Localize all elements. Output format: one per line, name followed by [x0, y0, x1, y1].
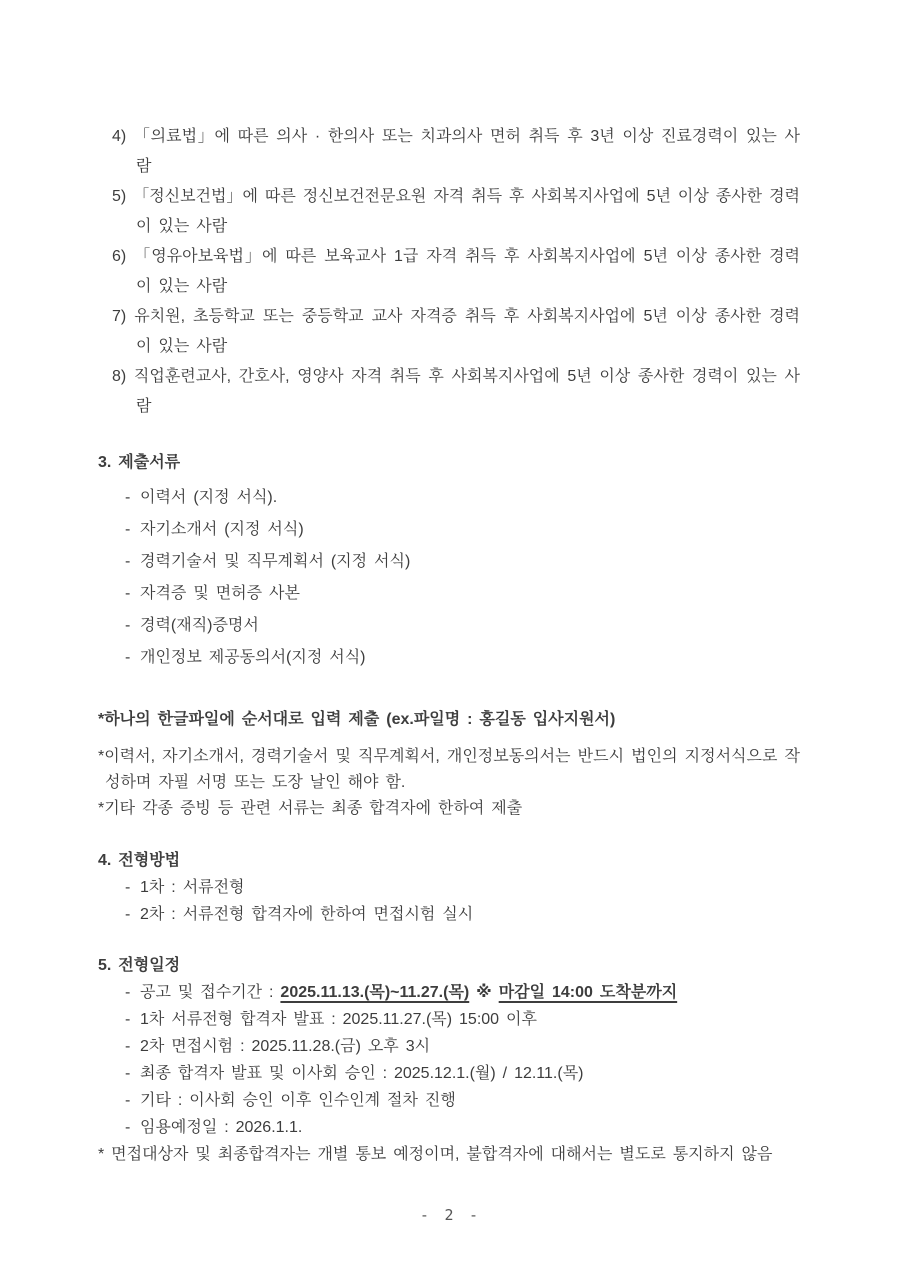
dash-bullet: -	[125, 489, 131, 506]
item-number: 5)	[112, 188, 127, 205]
dash-bullet: -	[125, 879, 131, 896]
note-etc-documents: *기타 각종 증빙 등 관련 서류는 최종 합격자에 한하여 제출	[98, 800, 523, 817]
item-text: 이력서 (지정 서식).	[140, 489, 278, 506]
item-text: 유치원, 초등학교 또는 중등학교 교사 자격증 취득 후 사회복지사업에 5년 이상 종사한 경력이 있는 사람	[134, 308, 800, 355]
item-text: 「영유아보육법」에 따른 보육교사 1급 자격 취득 후 사회복지사업에 5년 이상 종사한 경력이 있는 사람	[134, 248, 800, 295]
announcement-deadline: 마감일 14:00 도착분까지	[498, 984, 678, 1001]
dash-bullet: -	[125, 984, 131, 1001]
qualification-item-5	[112, 182, 800, 242]
list-item	[125, 874, 800, 901]
item-text: 자격증 및 면허증 사본	[140, 585, 300, 602]
section-method	[98, 847, 800, 928]
item-text: 경력(재직)증명서	[140, 617, 259, 634]
item-text: 1차 : 서류전형	[140, 879, 245, 896]
item-number: 6)	[112, 248, 127, 265]
list-item	[125, 578, 800, 610]
schedule-item-appointment	[125, 1114, 800, 1141]
item-text: 자기소개서 (지정 서식)	[140, 521, 304, 538]
section-documents	[98, 447, 800, 674]
announcement-period: 2025.11.13.(목)~11.27.(목)	[280, 984, 470, 1001]
list-item	[125, 610, 800, 642]
list-item	[125, 514, 800, 546]
schedule-item-first-round	[125, 1006, 800, 1033]
list-item	[125, 642, 800, 674]
item-text: 임용예정일 : 2026.1.1.	[140, 1119, 303, 1136]
schedule-item-etc	[125, 1087, 800, 1114]
announcement-separator: ※	[469, 984, 499, 1001]
dash-bullet: -	[125, 617, 131, 634]
item-number: 4)	[112, 128, 127, 145]
qualification-item-7	[112, 302, 800, 362]
schedule-item-announcement	[125, 979, 800, 1006]
section-method-title: 4. 전형방법	[98, 852, 181, 869]
qualification-item-6	[112, 242, 800, 302]
item-text: 최종 합격자 발표 및 이사회 승인 : 2025.12.1.(월) / 12.11.(목)	[140, 1065, 584, 1082]
notes-block	[98, 707, 800, 822]
section-schedule-title: 5. 전형일정	[98, 957, 181, 974]
list-item	[125, 901, 800, 928]
dash-bullet: -	[125, 585, 131, 602]
qualification-item-4	[112, 122, 800, 182]
schedule-item-final	[125, 1060, 800, 1087]
page-number: - 2 -	[419, 1206, 481, 1224]
note-file-format: *하나의 한글파일에 순서대로 입력 제출 (ex.파일명 : 홍길동 입사지원서)	[98, 711, 616, 728]
item-text: 「정신보건법」에 따른 정신보건전문요원 자격 취득 후 사회복지사업에 5년 이상 종사한 경력이 있는 사람	[133, 188, 800, 235]
announcement-prefix: 공고 및 접수기간 :	[140, 984, 281, 1001]
dash-bullet: -	[125, 1038, 131, 1055]
dash-bullet: -	[125, 906, 131, 923]
dash-bullet: -	[125, 521, 131, 538]
item-number: 7)	[112, 308, 127, 325]
note-designated-form: *이력서, 자기소개서, 경력기술서 및 직무계획서, 개인정보동의서는 반드시 법인의 지정서식으로 작성하며 자필 서명 또는 도장 날인 해야 함.	[98, 748, 800, 791]
qualification-list	[112, 122, 800, 422]
document-body	[98, 122, 800, 1168]
list-item	[125, 546, 800, 578]
item-number: 8)	[112, 368, 127, 385]
item-text: 직업훈련교사, 간호사, 영양사 자격 취득 후 사회복지사업에 5년 이상 종사한 경력이 있는 사람	[133, 368, 800, 415]
item-text: 경력기술서 및 직무계획서 (지정 서식)	[140, 553, 411, 570]
dash-bullet: -	[125, 649, 131, 666]
dash-bullet: -	[125, 1119, 131, 1136]
item-text	[140, 984, 677, 1001]
item-text: 2차 : 서류전형 합격자에 한하여 면접시험 실시	[140, 906, 474, 923]
dash-bullet: -	[125, 553, 131, 570]
method-list	[125, 874, 800, 928]
dash-bullet: -	[125, 1092, 131, 1109]
qualification-item-8	[112, 362, 800, 422]
documents-list	[125, 482, 800, 674]
item-text: 개인정보 제공동의서(지정 서식)	[140, 649, 366, 666]
schedule-item-interview	[125, 1033, 800, 1060]
schedule-list	[125, 979, 800, 1141]
dash-bullet: -	[125, 1065, 131, 1082]
notification-footnote: * 면접대상자 및 최종합격자는 개별 통보 예정이며, 불합격자에 대해서는 별도로 통지하지 않음	[98, 1146, 773, 1163]
item-text: 기타 : 이사회 승인 이후 인수인계 절차 진행	[140, 1092, 456, 1109]
section-documents-title: 3. 제출서류	[98, 454, 181, 471]
item-text: 2차 면접시험 : 2025.11.28.(금) 오후 3시	[140, 1038, 431, 1055]
list-item	[125, 482, 800, 514]
dash-bullet: -	[125, 1011, 131, 1028]
item-text: 「의료법」에 따른 의사 · 한의사 또는 치과의사 면허 취득 후 3년 이상 진료경력이 있는 사람	[133, 128, 800, 175]
section-schedule	[98, 952, 800, 1168]
item-text: 1차 서류전형 합격자 발표 : 2025.11.27.(목) 15:00 이후	[140, 1011, 537, 1028]
